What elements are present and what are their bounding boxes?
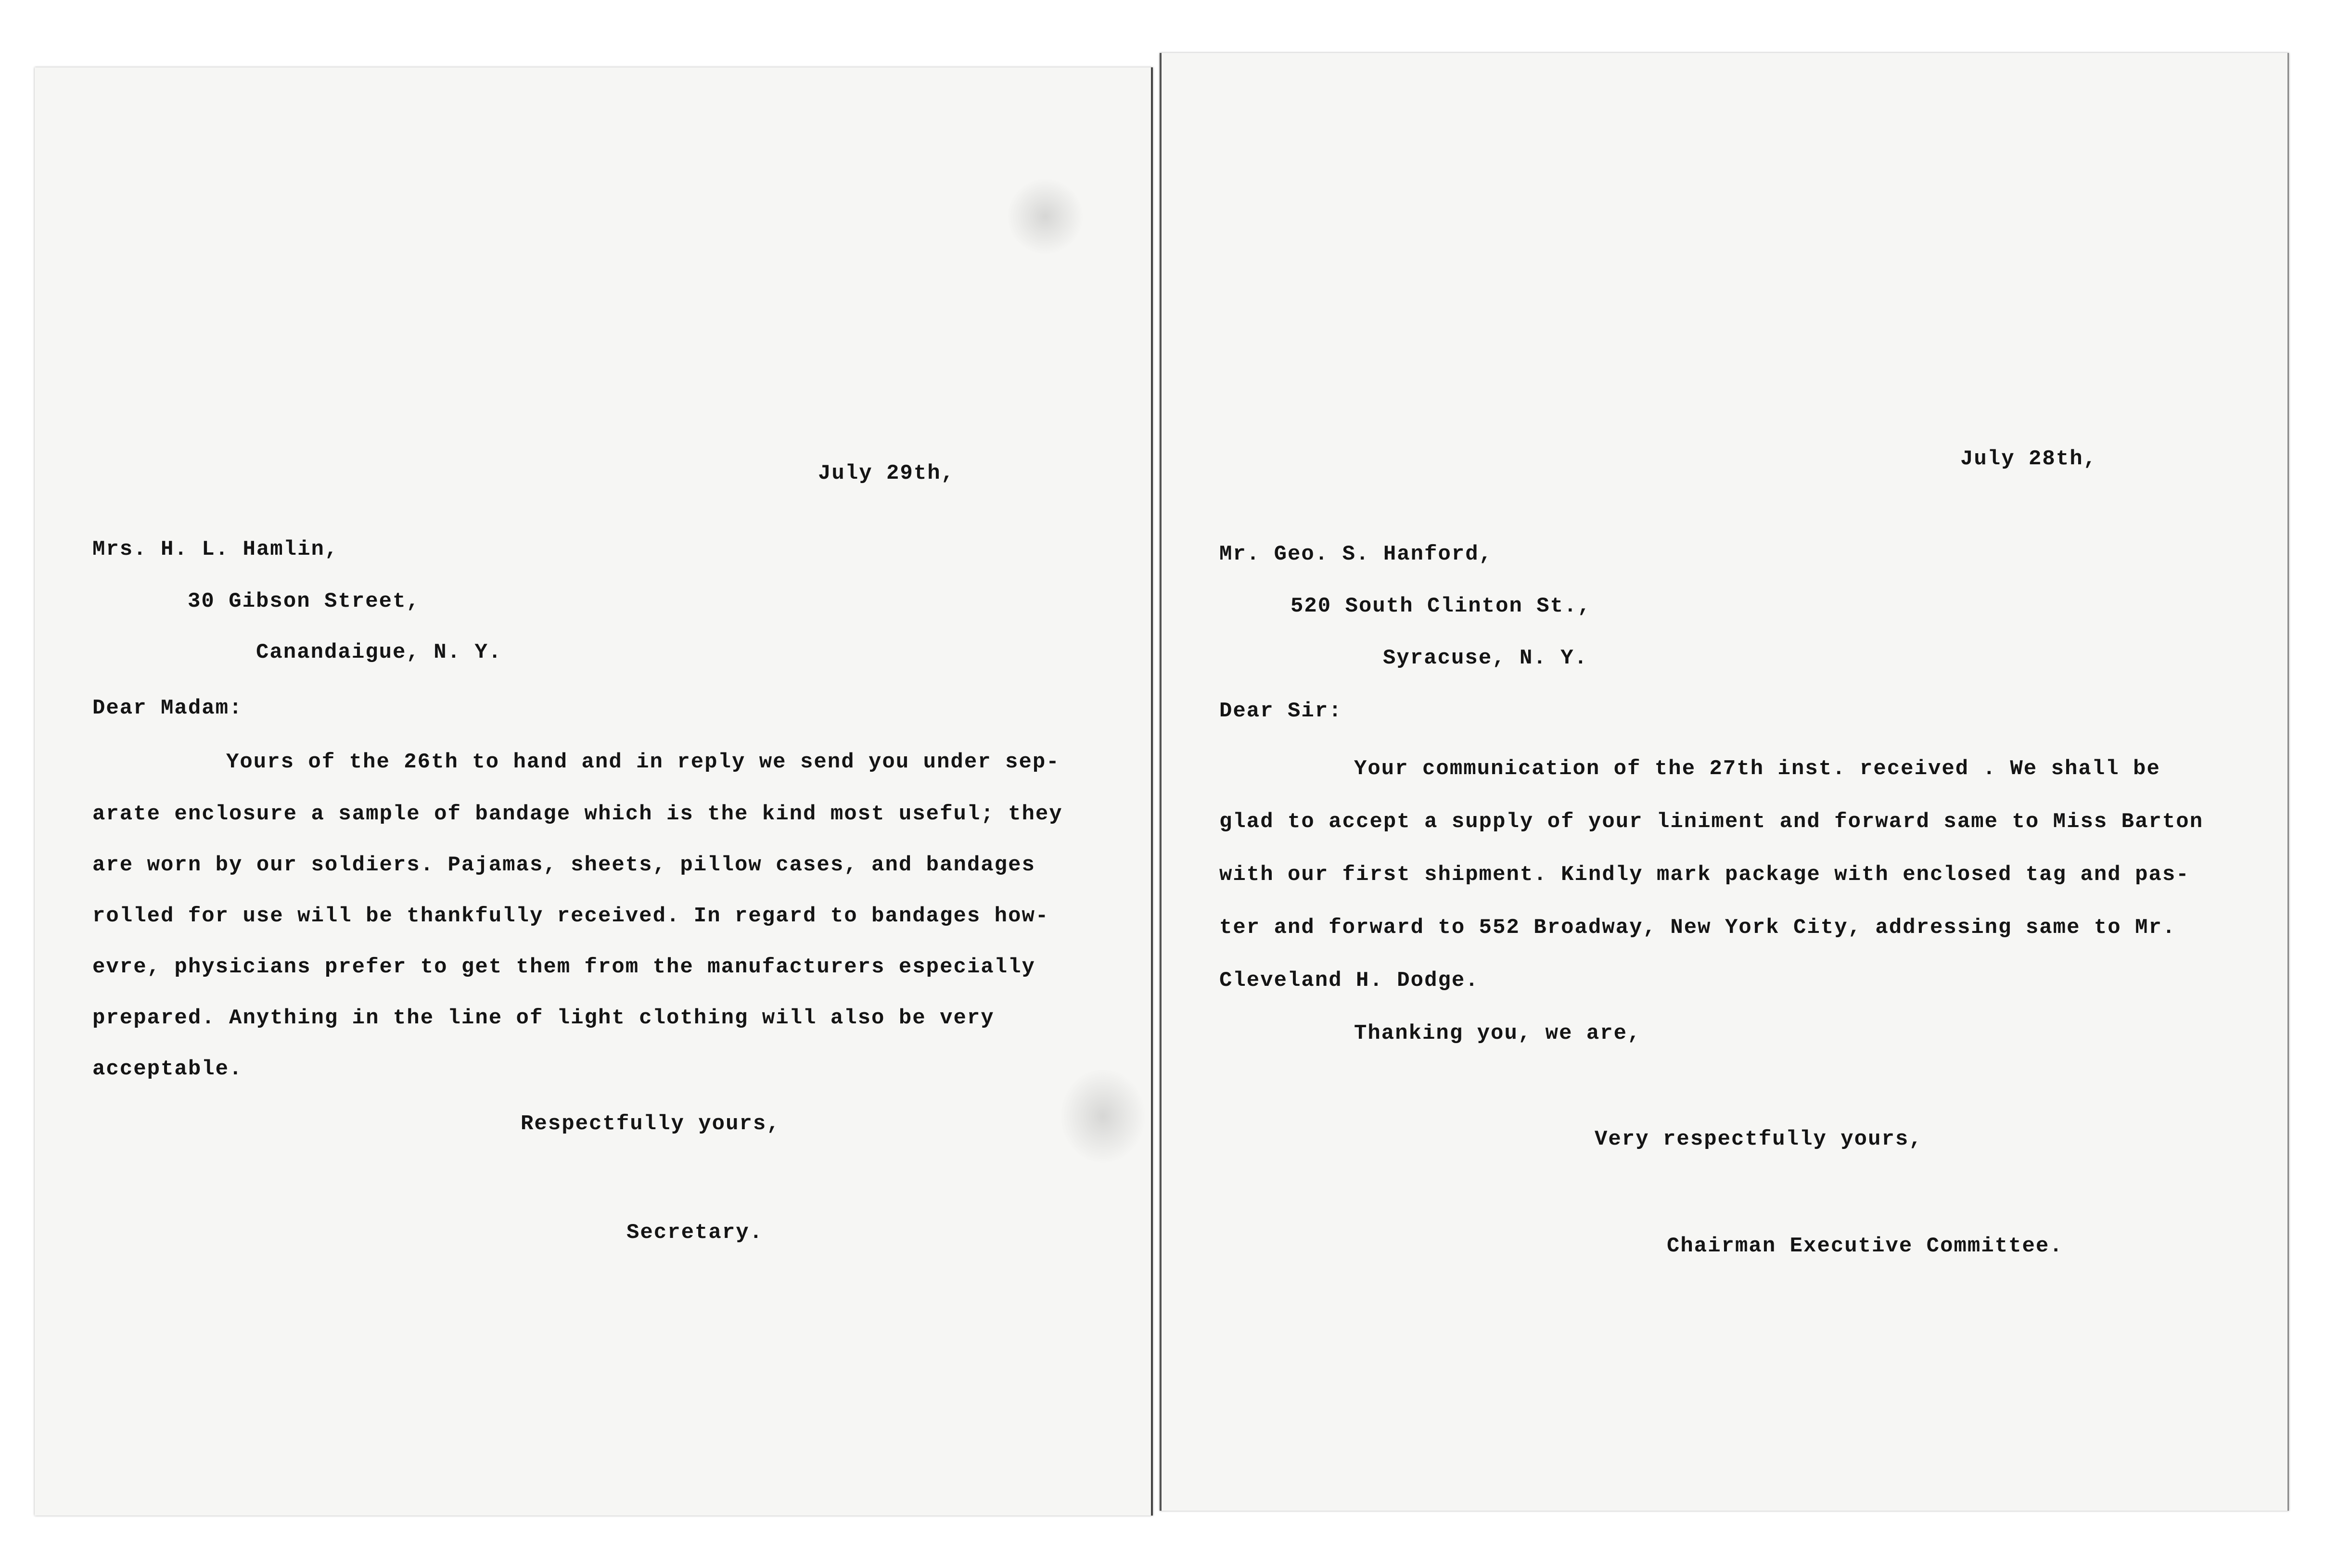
salutation: Dear Sir: bbox=[1219, 699, 1342, 723]
letter-sheet-left bbox=[35, 67, 1153, 1516]
body-line: Your communication of the 27th inst. received . We shall be bbox=[1354, 757, 2160, 781]
thanks-line: Thanking you, we are, bbox=[1354, 1021, 1641, 1045]
salutation: Dear Madam: bbox=[92, 696, 243, 720]
signature-title: Chairman Executive Committee. bbox=[1667, 1234, 2063, 1258]
recipient-name: Mr. Geo. S. Hanford, bbox=[1219, 542, 1493, 566]
signature-title: Secretary. bbox=[626, 1221, 764, 1245]
closing: Very respectfully yours, bbox=[1595, 1127, 1923, 1151]
recipient-street: 30 Gibson Street, bbox=[188, 589, 420, 613]
recipient-city: Syracuse, N. Y. bbox=[1383, 646, 1588, 670]
recipient-street: 520 South Clinton St., bbox=[1290, 594, 1591, 618]
body-line: arate enclosure a sample of bandage which is the kind most useful; they bbox=[92, 802, 1063, 826]
body-line: prepared. Anything in the line of light clothing will also be very bbox=[92, 1006, 995, 1030]
body-line: Cleveland H. Dodge. bbox=[1219, 969, 1479, 993]
paper-smudge bbox=[1007, 178, 1084, 255]
letter-date: July 28th, bbox=[1960, 447, 2097, 471]
letter-date: July 29th, bbox=[818, 461, 955, 485]
body-line: Yours of the 26th to hand and in reply we send you under sep- bbox=[226, 750, 1060, 774]
paper-smudge bbox=[1060, 1068, 1146, 1164]
body-line: with our first shipment. Kindly mark package with enclosed tag and pas- bbox=[1219, 863, 2190, 887]
letter-sheet-right bbox=[1160, 53, 2289, 1511]
body-line: rolled for use will be thankfully received. In regard to bandages how- bbox=[92, 904, 1049, 928]
body-line: ter and forward to 552 Broadway, New York City, addressing same to Mr. bbox=[1219, 916, 2176, 940]
body-line: evre, physicians prefer to get them from the manufacturers especially bbox=[92, 955, 1035, 979]
body-line: glad to accept a supply of your liniment and forward same to Miss Barton bbox=[1219, 810, 2204, 834]
body-line: are worn by our soldiers. Pajamas, sheets, pillow cases, and bandages bbox=[92, 853, 1035, 877]
body-line: acceptable. bbox=[92, 1057, 243, 1081]
recipient-name: Mrs. H. L. Hamlin, bbox=[92, 537, 339, 561]
recipient-city: Canandaigue, N. Y. bbox=[256, 640, 502, 664]
closing: Respectfully yours, bbox=[521, 1112, 780, 1136]
